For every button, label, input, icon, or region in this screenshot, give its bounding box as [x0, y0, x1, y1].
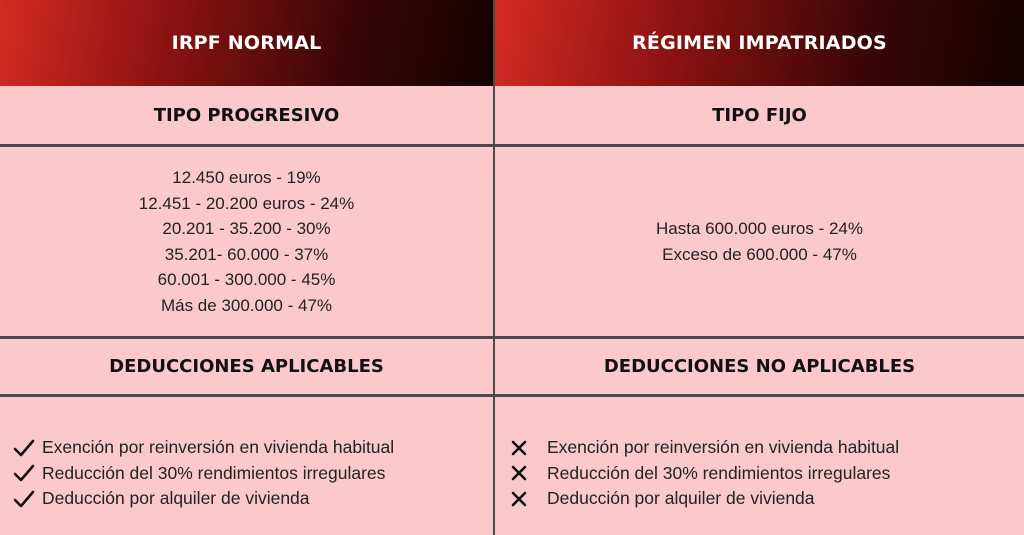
rate-line: 12.451 - 20.200 euros - 24%: [138, 193, 355, 213]
list-item: [12, 461, 385, 487]
subheader-deducciones-no-aplicables: [495, 336, 1024, 394]
subheader-tipo-progresivo: [0, 86, 495, 144]
subheader-deducciones-aplicables: [0, 336, 495, 394]
deduction-text: Reducción del 30% rendimientos irregulares: [547, 462, 891, 483]
deduction-text: Exención por reinversión en vivienda habitual: [547, 437, 900, 457]
rates-fijo: [495, 144, 1024, 336]
check-icon: [12, 463, 36, 483]
rate-line: Exceso de 600.000 - 47%: [662, 244, 857, 264]
cross-icon: [509, 489, 533, 509]
deduction-text: Deducción por alquiler de vivienda: [42, 488, 310, 508]
rate-line: Hasta 600.000 euros - 24%: [656, 219, 863, 238]
deduction-text: Deducción por alquiler de vivienda: [547, 488, 815, 508]
deduction-text: Reducción del 30% rendimientos irregulares: [42, 462, 386, 483]
header-regimen-impatriados-label: RÉGIMEN IMPATRIADOS: [632, 32, 887, 54]
deduction-text: Exención por reinversión en vivienda habitual: [42, 437, 395, 457]
subheader-tipo-progresivo-label: TIPO PROGRESIVO: [153, 104, 340, 126]
subheader-tipo-fijo: [495, 86, 1024, 144]
list-item: [509, 435, 899, 461]
list-item: [12, 435, 394, 461]
rate-line: 12.450 euros - 19%: [172, 168, 321, 187]
list-item: [12, 486, 310, 512]
subheader-tipo-fijo-label: TIPO FIJO: [712, 104, 807, 126]
rate-line: 35.201- 60.000 - 37%: [164, 244, 329, 264]
header-irpf-normal: [0, 0, 495, 86]
subheader-deducciones-aplicables-label: DEDUCCIONES APLICABLES: [109, 356, 384, 377]
check-icon: [12, 438, 36, 458]
check-icon: [12, 489, 36, 509]
list-item: [509, 486, 815, 512]
list-item: [509, 461, 890, 487]
rate-line: 60.001 - 300.000 - 45%: [157, 270, 336, 289]
cross-icon: [509, 463, 533, 483]
rate-line: Más de 300.000 - 47%: [160, 295, 333, 315]
rate-line: 20.201 - 35.200 - 30%: [162, 219, 331, 238]
deductions-no-aplicables-list: [495, 394, 1024, 535]
header-regimen-impatriados: [495, 0, 1024, 86]
rates-progresivo: [0, 144, 495, 336]
header-irpf-normal-label: IRPF NORMAL: [171, 32, 322, 54]
deductions-aplicables-list: [0, 394, 495, 535]
cross-icon: [509, 438, 533, 458]
subheader-deducciones-no-aplicables-label: DEDUCCIONES NO APLICABLES: [603, 356, 916, 377]
